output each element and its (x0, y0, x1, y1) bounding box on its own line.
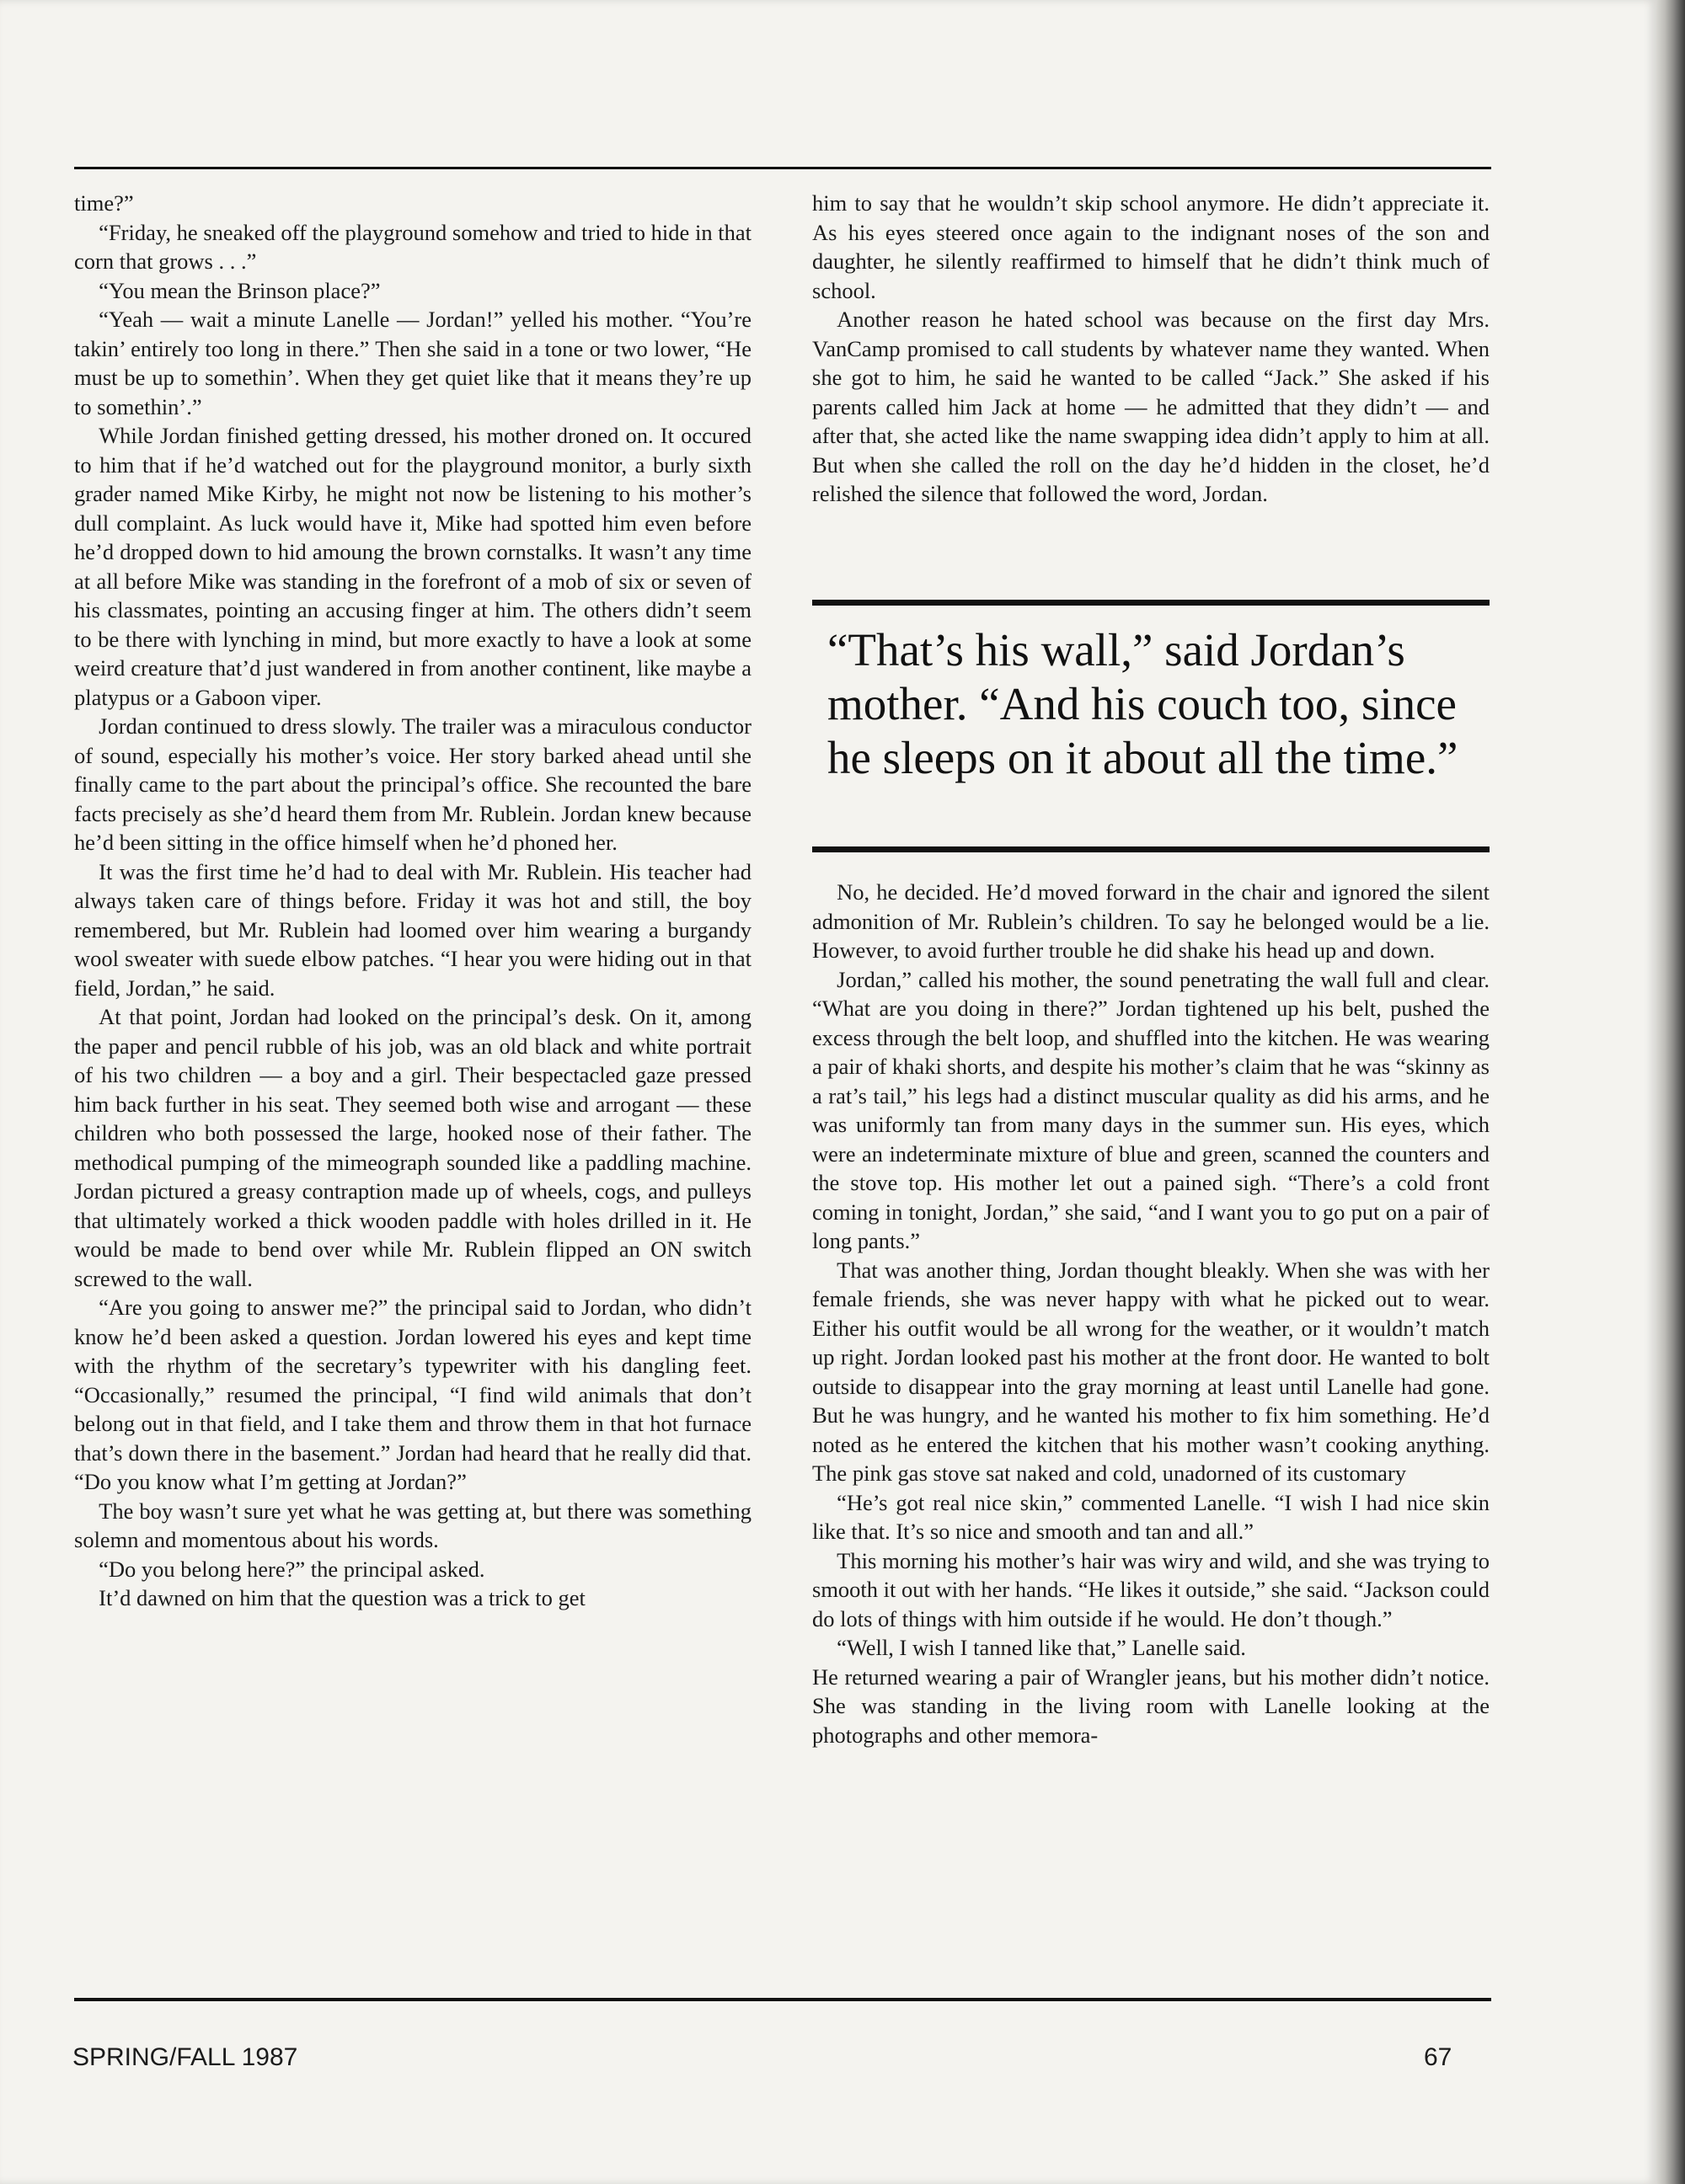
page-edge (1656, 0, 1685, 2184)
right-column-top (812, 189, 1490, 509)
pull-quote-top-rule (812, 600, 1490, 606)
paragraph: “He’s got real nice skin,” commented Lanelle. “I wish I had nice skin like that. It’s so nice and smooth and tan and all.” (812, 1489, 1490, 1544)
left-column (74, 189, 752, 1613)
top-rule (74, 167, 1491, 169)
right-column-bottom (812, 878, 1490, 1749)
paragraph: Another reason he hated school was because on the first day Mrs. VanCamp promised to call students by whatever name they wanted. When she got to him, he said he wanted to be called “Jack.” She asked if his parents called him Jack at home — he admitted that they didn’t — and after that, she acted like the name swapping idea didn’t apply to him at all. But when she called the roll on the day he’d hidden in the closet, he’d relished the silence that followed the word, Jordan. (812, 307, 1490, 506)
issue-label: SPRING/FALL 1987 (72, 2043, 298, 2071)
bottom-rule (74, 1998, 1491, 2001)
paragraph: “Friday, he sneaked off the playground somehow and tried to hide in that corn that grows . . .” (74, 219, 752, 274)
paragraph: “You mean the Brinson place?” (99, 277, 381, 303)
paragraph: Jordan,” called his mother, the sound penetrating the wall full and clear. “What are you doing in there?” Jordan tightened up his belt, pushed the excess through the belt loop, and shuffled into the kitchen. He was wearing a pair of khaki shorts, and despite his mother’s claim that he was “skinny as a rat’s tail,” his legs had a distinct muscular quality as did his arms, and he was uniformly tan from many days in the summer sun. His eyes, which were an indeterminate mixture of blue and green, scanned the counters and the stove top. His mother let out a pained sigh. “There’s a cold front coming in tonight, Jordan,” she said, “and I want you to go put on a pair of long pants.” (812, 966, 1490, 1253)
paragraph: That was another thing, Jordan thought bleakly. When she was with her female friends, she was never happy with what he picked out to wear. Either his outfit would be all wrong for the weather, or it wouldn’t match up right. Jordan looked past his mother at the front door. He wanted to bolt outside to disappear into the gray morning at least until Lanelle had gone. But he was hungry, and he wanted his mother to fix him something. He’d noted as he entered the kitchen that his mother wasn’t cooking anything. The pink gas stove sat naked and cold, unadorned of its customary (812, 1257, 1490, 1486)
pull-quote: “That’s his wall,” said Jordan’s mother. “And his couch too, since he sleeps on it about all the time.” (827, 624, 1458, 783)
paragraph: He returned wearing a pair of Wrangler jeans, but his mother didn’t notice. She was standing in the living room with Lanelle looking at the photographs and other memora- (812, 1663, 1490, 1748)
paragraph: At that point, Jordan had looked on the principal’s desk. On it, among the paper and pencil rubble of his job, was an old black and white portrait of his two children — a boy and a girl. Their bespectacled gaze pressed him back further in his seat. They seemed both wise and arrogant — these children who both possessed the large, hooked nose of their father. The methodical pumping of the mimeograph sounded like a paddling machine. Jordan pictured a greasy contraption made up of wheels, cogs, and pulleys that ultimately worked a thick wooden paddle with holes drilled in it. He would be made to bend over while Mr. Rublein flipped an ON switch screwed to the wall. (74, 1004, 752, 1291)
paragraph: Jordan continued to dress slowly. The trailer was a miraculous conductor of sound, especially his mother’s voice. Her story barked ahead until she finally came to the part about the principal’s office. She recounted the bare facts precisely as she’d heard them from Mr. Rublein. Jordan knew because he’d been sitting in the office himself when he’d phoned her. (74, 713, 752, 855)
paragraph: It’d dawned on him that the question was a trick to get (99, 1585, 586, 1610)
paragraph: It was the first time he’d had to deal with Mr. Rublein. His teacher had always taken care of things before. Friday it was hot and still, the boy remembered, but Mr. Rublein had loomed over him wearing a burgandy wool sweater with suede elbow patches. “I hear you were hiding out in that field, Jordan,” he said. (74, 858, 752, 1001)
paragraph: time?” (74, 190, 134, 216)
paragraph: “Well, I wish I tanned like that,” Lanelle said. (837, 1635, 1246, 1660)
paragraph: The boy wasn’t sure yet what he was getting at, but there was something solemn and momentous about his words. (74, 1498, 752, 1552)
paragraph: No, he decided. He’d moved forward in the chair and ignored the silent admonition of Mr. Rublein’s children. To say he belonged would be a lie. However, to avoid further trouble he did shake his head up and down. (812, 879, 1490, 963)
paragraph: “Are you going to answer me?” the principal said to Jordan, who didn’t know he’d been asked a question. Jordan lowered his eyes and kept time with the rhythm of the secretary’s typewriter with his dangling feet. “Occasionally,” resumed the principal, “I find wild animals that don’t belong out in that field, and I take them and throw them in that hot furnace that’s down there in the basement.” Jordan had heard that he really did that. “Do you know what I’m getting at Jordan?” (74, 1295, 752, 1494)
paragraph: While Jordan finished getting dressed, his mother droned on. It occured to him that if he’d watched out for the playground monitor, a burly sixth grader named Mike Kirby, he might not now be listening to his mother’s dull complaint. As luck would have it, Mike had spotted him even before he’d dropped down to hid amoung the brown cornstalks. It wasn’t any time at all before Mike was standing in the forefront of a mob of six or seven of his classmates, pointing an accusing finger at him. The others didn’t seem to be there with lynching in mind, but more exactly to have a look at some weird creature that’d just wandered in from another continent, like maybe a platypus or a Gaboon viper. (74, 423, 752, 710)
paragraph: This morning his mother’s hair was wiry and wild, and she was trying to smooth it out with her hands. “He likes it outside,” she said. “Jackson could do lots of things with him outside if he would. He don’t though.” (812, 1547, 1490, 1631)
paragraph: “Yeah — wait a minute Lanelle — Jordan!” yelled his mother. “You’re takin’ entirely too long in there.” Then she said in a tone or two lower, “He must be up to somethin’. When they get quiet like that it means they’re up to somethin’.” (74, 307, 752, 419)
page-number: 67 (1424, 2043, 1452, 2071)
paragraph: “Do you belong here?” the principal asked. (99, 1556, 485, 1582)
pull-quote-bottom-rule (812, 846, 1490, 852)
paragraph: him to say that he wouldn’t skip school anymore. He didn’t appreciate it. As his eyes steered once again to the indignant noses of the son and daughter, he silently reaffirmed to himself that he didn’t think much of school. (812, 190, 1490, 303)
